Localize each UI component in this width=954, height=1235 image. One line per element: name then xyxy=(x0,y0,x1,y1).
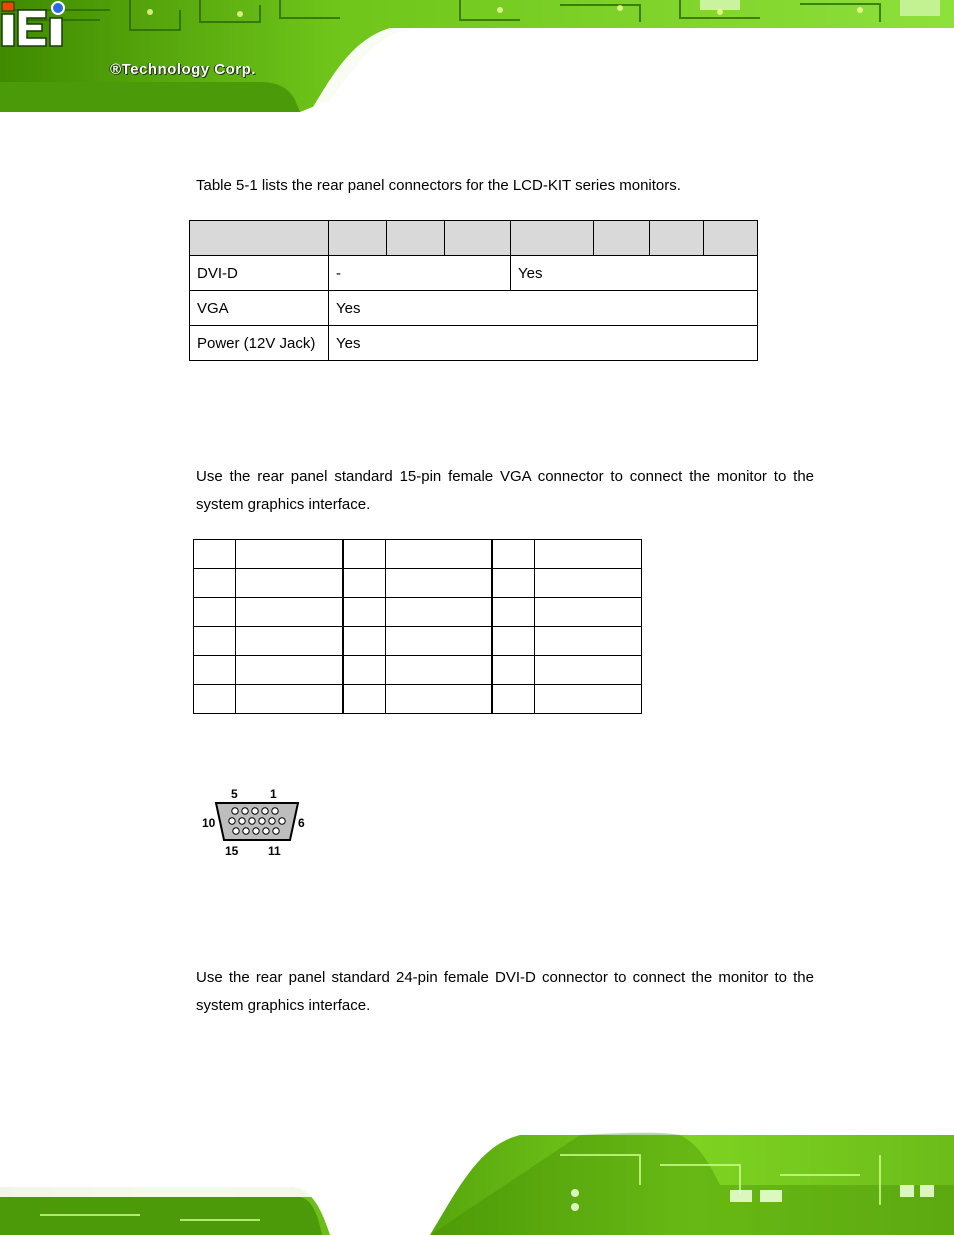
description-cell xyxy=(236,569,343,598)
table-row xyxy=(190,291,758,326)
description-cell xyxy=(385,685,492,714)
description-cell xyxy=(236,540,343,569)
table-header-row xyxy=(190,221,758,256)
pin-cell xyxy=(492,598,535,627)
header-circuit-background xyxy=(0,0,954,112)
table-row xyxy=(194,685,642,714)
header-cell xyxy=(445,221,511,256)
pin-cell xyxy=(194,685,236,714)
table-row xyxy=(194,598,642,627)
description-cell xyxy=(236,598,343,627)
pin-cell xyxy=(492,656,535,685)
pin-cell xyxy=(194,598,236,627)
pin-cell xyxy=(492,627,535,656)
footer-circuit-background xyxy=(0,1125,954,1235)
header-cell xyxy=(650,221,704,256)
pin-label: 5 xyxy=(231,787,238,801)
vga-connector-diagram xyxy=(200,785,312,859)
pin-cell xyxy=(343,627,386,656)
connector-name: Power (12V Jack) xyxy=(190,326,329,361)
pin-cell xyxy=(194,569,236,598)
connector-value: Yes xyxy=(329,326,758,361)
pin-label: 1 xyxy=(270,787,277,801)
vga-paragraph: Use the rear panel standard 15-pin female VGA connector to connect the monitor to the system graphics interface. xyxy=(196,468,814,513)
description-cell xyxy=(535,656,642,685)
iei-logo xyxy=(0,0,70,48)
rear-panel-connectors-table xyxy=(189,220,758,361)
pin-cell xyxy=(492,540,535,569)
header-cell xyxy=(387,221,445,256)
intro-paragraph: Table 5-1 lists the rear panel connectors for the LCD-KIT series monitors. xyxy=(196,177,681,194)
pin-cell xyxy=(343,540,386,569)
pin-cell xyxy=(343,656,386,685)
pin-cell xyxy=(492,569,535,598)
pin-cell xyxy=(492,685,535,714)
vga-pinout-table xyxy=(193,539,642,714)
pin-label: 11 xyxy=(268,844,281,858)
header-cell xyxy=(190,221,329,256)
table-row xyxy=(194,540,642,569)
description-cell xyxy=(535,569,642,598)
connector-value: Yes xyxy=(511,256,758,291)
header-cell xyxy=(704,221,758,256)
description-cell xyxy=(236,627,343,656)
description-cell xyxy=(236,656,343,685)
description-cell xyxy=(535,627,642,656)
table-row xyxy=(194,569,642,598)
pin-cell xyxy=(194,627,236,656)
table-row xyxy=(190,256,758,291)
table-row xyxy=(194,627,642,656)
description-cell xyxy=(385,656,492,685)
header-cell xyxy=(511,221,594,256)
description-cell xyxy=(236,685,343,714)
pin-cell xyxy=(194,656,236,685)
table-row xyxy=(194,656,642,685)
description-cell xyxy=(535,685,642,714)
description-cell xyxy=(385,569,492,598)
table-row xyxy=(190,326,758,361)
pin-cell xyxy=(343,569,386,598)
page-footer xyxy=(0,1125,954,1235)
pin-cell xyxy=(194,540,236,569)
dvi-paragraph: Use the rear panel standard 24-pin female DVI-D connector to connect the monitor to the system graphics interface. xyxy=(196,969,814,1014)
connector-value: - xyxy=(329,256,511,291)
header-cell xyxy=(329,221,387,256)
description-cell xyxy=(535,540,642,569)
description-cell xyxy=(385,627,492,656)
connector-name: DVI-D xyxy=(190,256,329,291)
pin-label: 10 xyxy=(202,816,216,830)
connector-value: Yes xyxy=(329,291,758,326)
connector-name: VGA xyxy=(190,291,329,326)
pin-cell xyxy=(343,598,386,627)
pin-label: 6 xyxy=(298,816,305,830)
description-cell xyxy=(385,598,492,627)
header-cell xyxy=(594,221,650,256)
company-name: ®Technology Corp. xyxy=(110,61,256,78)
pin-cell xyxy=(343,685,386,714)
page-header xyxy=(0,0,954,112)
description-cell xyxy=(535,598,642,627)
pin-label: 15 xyxy=(225,844,239,858)
description-cell xyxy=(385,540,492,569)
